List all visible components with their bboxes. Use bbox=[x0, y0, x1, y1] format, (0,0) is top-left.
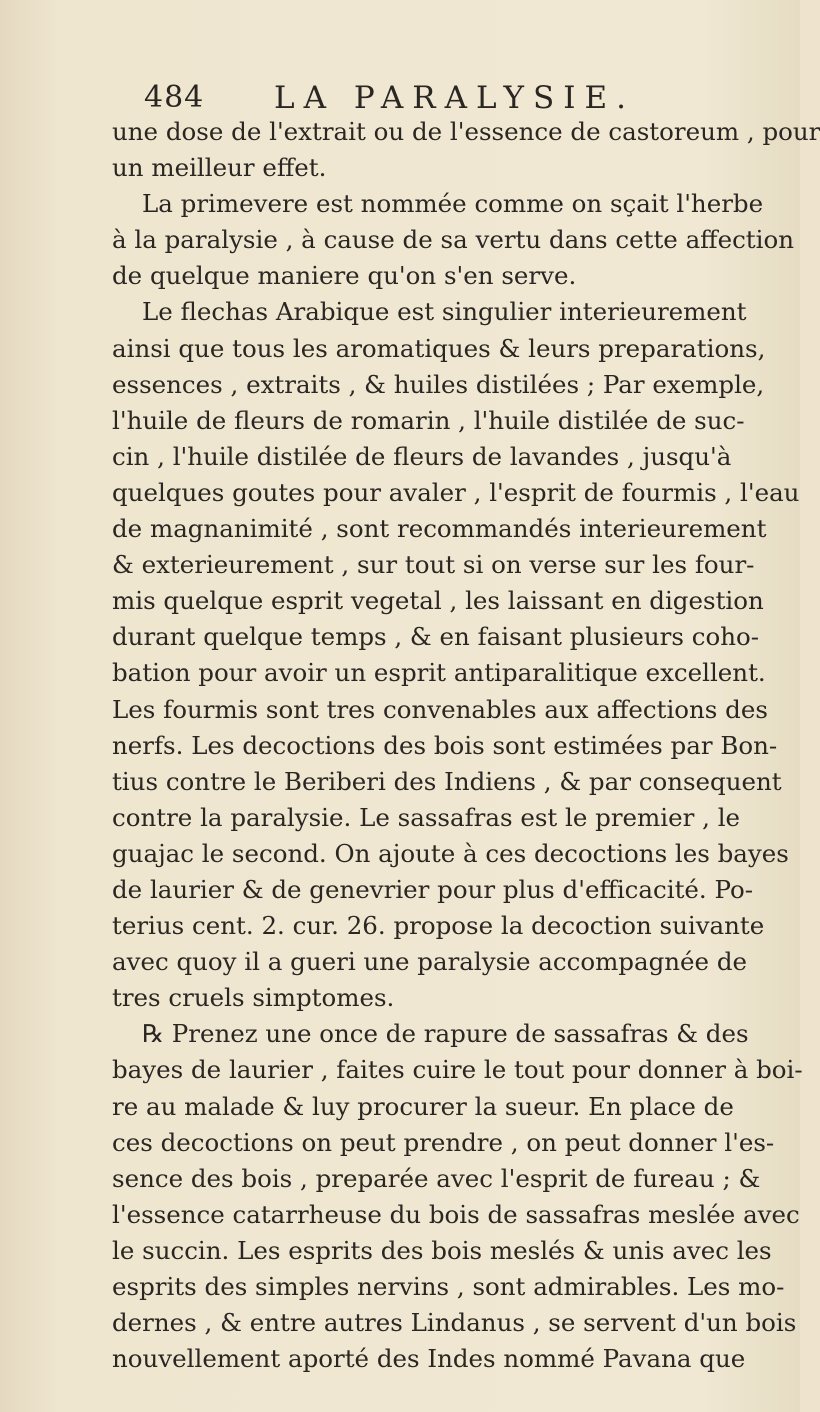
text-line: avec quoy il a gueri une paralysie accompagnée de bbox=[112, 947, 748, 977]
text-line: cin , l'huile distilée de fleurs de lavandes , jusqu'à bbox=[112, 441, 732, 471]
text-line: Les fourmis sont tres convenables aux affections des bbox=[112, 694, 768, 724]
text-line: esprits des simples nervins , sont admirables. Les mo- bbox=[112, 1272, 785, 1301]
text-line: tres cruels simptomes. bbox=[112, 983, 395, 1013]
text-line: ces decoctions on peut prendre , on peut donner l'es- bbox=[112, 1127, 775, 1157]
text-line: tius contre le Beriberi des Indiens , & par consequent bbox=[112, 766, 782, 796]
text-line: bayes de laurier , faites cuire le tout pour donner à boi- bbox=[112, 1055, 803, 1085]
text-line: mis quelque esprit vegetal , les laissant en digestion bbox=[112, 586, 764, 616]
text-line: de laurier & de genevrier pour plus d'efficacité. Po- bbox=[112, 874, 754, 904]
text-line: quelques goutes pour avaler , l'esprit de fourmis , l'eau bbox=[112, 477, 800, 507]
text-line: nouvellement aporté des Indes nommé Pavana que bbox=[112, 1344, 746, 1374]
text-line: ℞ Prenez une once de rapure de sassafras & des bbox=[142, 1019, 749, 1049]
text-line: l'huile de fleurs de romarin , l'huile distilée de suc- bbox=[112, 405, 745, 435]
text-line: une dose de l'extrait ou de l'essence de castoreum , pour bbox=[112, 117, 820, 146]
text-line: re au malade & luy procurer la sueur. En place de bbox=[112, 1091, 734, 1121]
text-line: à la paralysie , à cause de sa vertu dans cette affection bbox=[112, 225, 795, 255]
text-line: l'essence catarrheuse du bois de sassafras meslée avec bbox=[112, 1199, 800, 1229]
text-line: un meilleur effet. bbox=[112, 153, 327, 183]
text-line: essences , extraits , & huiles distilées ; Par exemple, bbox=[112, 369, 765, 399]
text-line: sence des bois , preparée avec l'esprit de fureau ; & bbox=[112, 1163, 761, 1193]
page-number: 484 bbox=[144, 80, 205, 115]
text-line: Le flechas Arabique est singulier interieurement bbox=[142, 297, 747, 327]
text-line: terius cent. 2. cur. 26. propose la decoction suivante bbox=[112, 911, 765, 941]
text-line: le succin. Les esprits des bois meslés & unis avec les bbox=[112, 1235, 772, 1265]
page-body-text bbox=[112, 114, 820, 1377]
text-line: La primevere est nommée comme on sçait l'herbe bbox=[142, 189, 764, 219]
text-line: ainsi que tous les aromatiques & leurs preparations, bbox=[112, 333, 766, 363]
text-line: de quelque maniere qu'on s'en serve. bbox=[112, 261, 577, 291]
text-line: guajac le second. On ajoute à ces decoctions les bayes bbox=[112, 838, 789, 868]
text-line: & exterieurement , sur tout si on verse sur les four- bbox=[112, 550, 755, 580]
text-line: de magnanimité , sont recommandés interieurement bbox=[112, 514, 767, 544]
running-title: LA PARALYSIE. bbox=[274, 80, 635, 116]
text-line: durant quelque temps , & en faisant plusieurs coho- bbox=[112, 622, 760, 652]
text-line: dernes , & entre autres Lindanus , se servent d'un bois bbox=[112, 1308, 797, 1338]
text-line: nerfs. Les decoctions des bois sont estimées par Bon- bbox=[112, 730, 778, 760]
text-line: bation pour avoir un esprit antiparalitique excellent. bbox=[112, 658, 766, 688]
text-line: contre la paralysie. Le sassafras est le premier , le bbox=[112, 802, 741, 832]
